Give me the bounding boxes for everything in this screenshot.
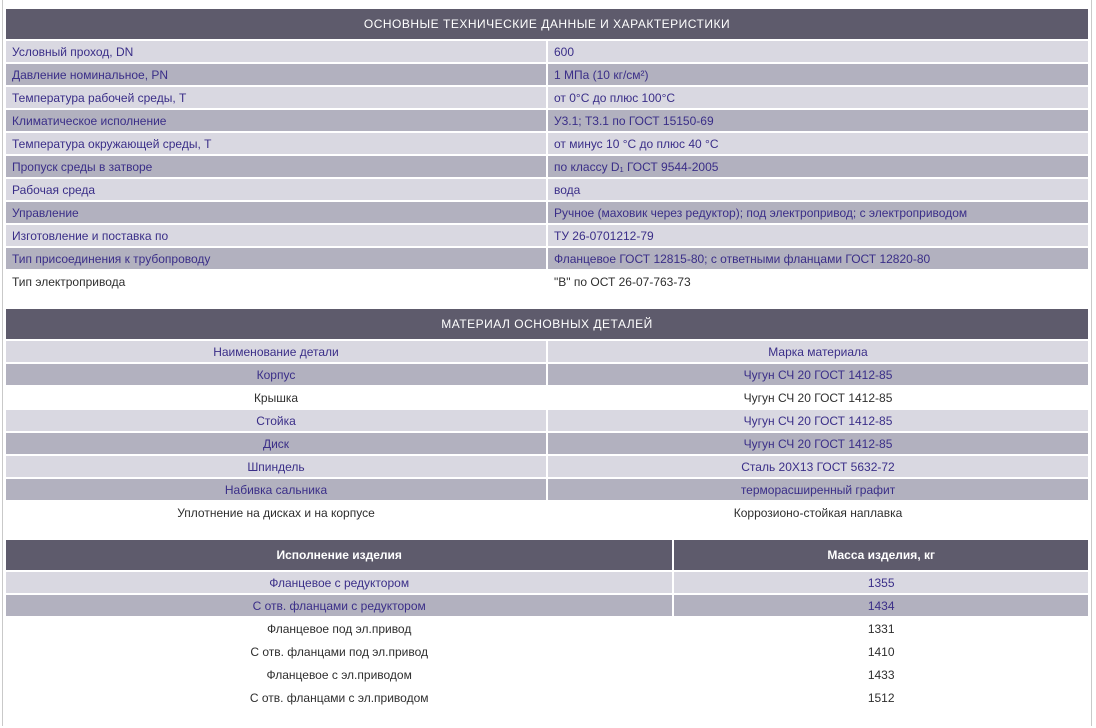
weights-col-header-mass: Масса изделия, кг	[674, 540, 1088, 570]
table-cell: Сталь 20Х13 ГОСТ 5632-72	[548, 456, 1088, 477]
table-cell: Температура рабочей среды, Т	[6, 87, 546, 108]
table-row	[6, 502, 1088, 523]
table-cell: Температура окружающей среды, Т	[6, 133, 546, 154]
table-cell: "В" по ОСТ 26-07-763-73	[548, 271, 1088, 292]
table-cell: Управление	[6, 202, 546, 223]
table-cell: Чугун СЧ 20 ГОСТ 1412-85	[548, 410, 1088, 431]
table-cell: У3.1; Т3.1 по ГОСТ 15150-69	[548, 110, 1088, 131]
table-cell: С отв. фланцами под эл.привод	[6, 641, 672, 662]
materials-table-title: МАТЕРИАЛ ОСНОВНЫХ ДЕТАЛЕЙ	[6, 309, 1088, 339]
table-row	[6, 664, 1088, 685]
weights-table	[4, 538, 1090, 710]
weights-header-row	[6, 540, 1088, 570]
weights-col-header-variant: Исполнение изделия	[6, 540, 672, 570]
table-row	[6, 110, 1088, 131]
table-cell: Рабочая среда	[6, 179, 546, 200]
table-row	[6, 479, 1088, 500]
table-cell: Чугун СЧ 20 ГОСТ 1412-85	[548, 387, 1088, 408]
table-cell: Шпиндель	[6, 456, 546, 477]
table-cell: терморасширенный графит	[548, 479, 1088, 500]
main-specs-table-body	[6, 41, 1088, 292]
table-row	[6, 572, 1088, 593]
table-cell: 1331	[674, 618, 1088, 639]
table-row	[6, 179, 1088, 200]
table-cell: Уплотнение на дисках и на корпусе	[6, 502, 546, 523]
table-cell: Фланцевое с эл.приводом	[6, 664, 672, 685]
table-cell: Климатическое исполнение	[6, 110, 546, 131]
table-row	[6, 64, 1088, 85]
table-row	[6, 87, 1088, 108]
table-row	[6, 133, 1088, 154]
table-cell: Фланцевое ГОСТ 12815-80; с ответными фланцами ГОСТ 12820-80	[548, 248, 1088, 269]
table-row	[6, 156, 1088, 177]
table-row	[6, 433, 1088, 454]
table-row	[6, 202, 1088, 223]
page-container	[2, 0, 1092, 726]
table-cell: 1434	[674, 595, 1088, 616]
table-cell: 1410	[674, 641, 1088, 662]
table-cell: Чугун СЧ 20 ГОСТ 1412-85	[548, 364, 1088, 385]
table-cell: Ручное (маховик через редуктор); под электропривод; с электроприводом	[548, 202, 1088, 223]
table-cell: Стойка	[6, 410, 546, 431]
table-row	[6, 387, 1088, 408]
table-cell: Фланцевое с редуктором	[6, 572, 672, 593]
table-cell: Фланцевое под эл.привод	[6, 618, 672, 639]
table-row	[6, 687, 1088, 708]
table-cell: Пропуск среды в затворе	[6, 156, 546, 177]
table-row	[6, 410, 1088, 431]
table-row	[6, 225, 1088, 246]
table-cell: Марка материала	[548, 341, 1088, 362]
table-cell: 1512	[674, 687, 1088, 708]
main-specs-title-row	[6, 9, 1088, 39]
table-cell: от 0°С до плюс 100°С	[548, 87, 1088, 108]
main-specs-table	[4, 7, 1090, 294]
table-row	[6, 641, 1088, 662]
table-cell: Наименование детали	[6, 341, 546, 362]
table-cell: Тип электропривода	[6, 271, 546, 292]
table-row	[6, 364, 1088, 385]
table-cell: Корпус	[6, 364, 546, 385]
table-cell: от минус 10 °С до плюс 40 °С	[548, 133, 1088, 154]
table-cell: С отв. фланцами с эл.приводом	[6, 687, 672, 708]
table-cell: Крышка	[6, 387, 546, 408]
table-row	[6, 595, 1088, 616]
materials-table-body	[6, 341, 1088, 523]
table-cell: 600	[548, 41, 1088, 62]
main-specs-table-title: ОСНОВНЫЕ ТЕХНИЧЕСКИЕ ДАННЫЕ И ХАРАКТЕРИСТИКИ	[6, 9, 1088, 39]
table-cell: по классу D₁ ГОСТ 9544-2005	[548, 156, 1088, 177]
table-cell: Диск	[6, 433, 546, 454]
weights-table-body	[6, 572, 1088, 708]
table-row	[6, 456, 1088, 477]
materials-table	[4, 307, 1090, 525]
table-row	[6, 41, 1088, 62]
table-row	[6, 248, 1088, 269]
table-cell: Изготовление и поставка по	[6, 225, 546, 246]
table-cell: 1 МПа (10 кг/см²)	[548, 64, 1088, 85]
table-cell: С отв. фланцами с редуктором	[6, 595, 672, 616]
table-cell: Тип присоединения к трубопроводу	[6, 248, 546, 269]
table-cell: Набивка сальника	[6, 479, 546, 500]
table-cell: Давление номинальное, PN	[6, 64, 546, 85]
table-row	[6, 618, 1088, 639]
table-cell: Условный проход, DN	[6, 41, 546, 62]
table-row	[6, 271, 1088, 292]
table-row	[6, 341, 1088, 362]
table-cell: 1355	[674, 572, 1088, 593]
table-cell: Чугун СЧ 20 ГОСТ 1412-85	[548, 433, 1088, 454]
table-cell: ТУ 26-0701212-79	[548, 225, 1088, 246]
table-cell: вода	[548, 179, 1088, 200]
materials-title-row	[6, 309, 1088, 339]
table-cell: Коррозионо-стойкая наплавка	[548, 502, 1088, 523]
table-cell: 1433	[674, 664, 1088, 685]
